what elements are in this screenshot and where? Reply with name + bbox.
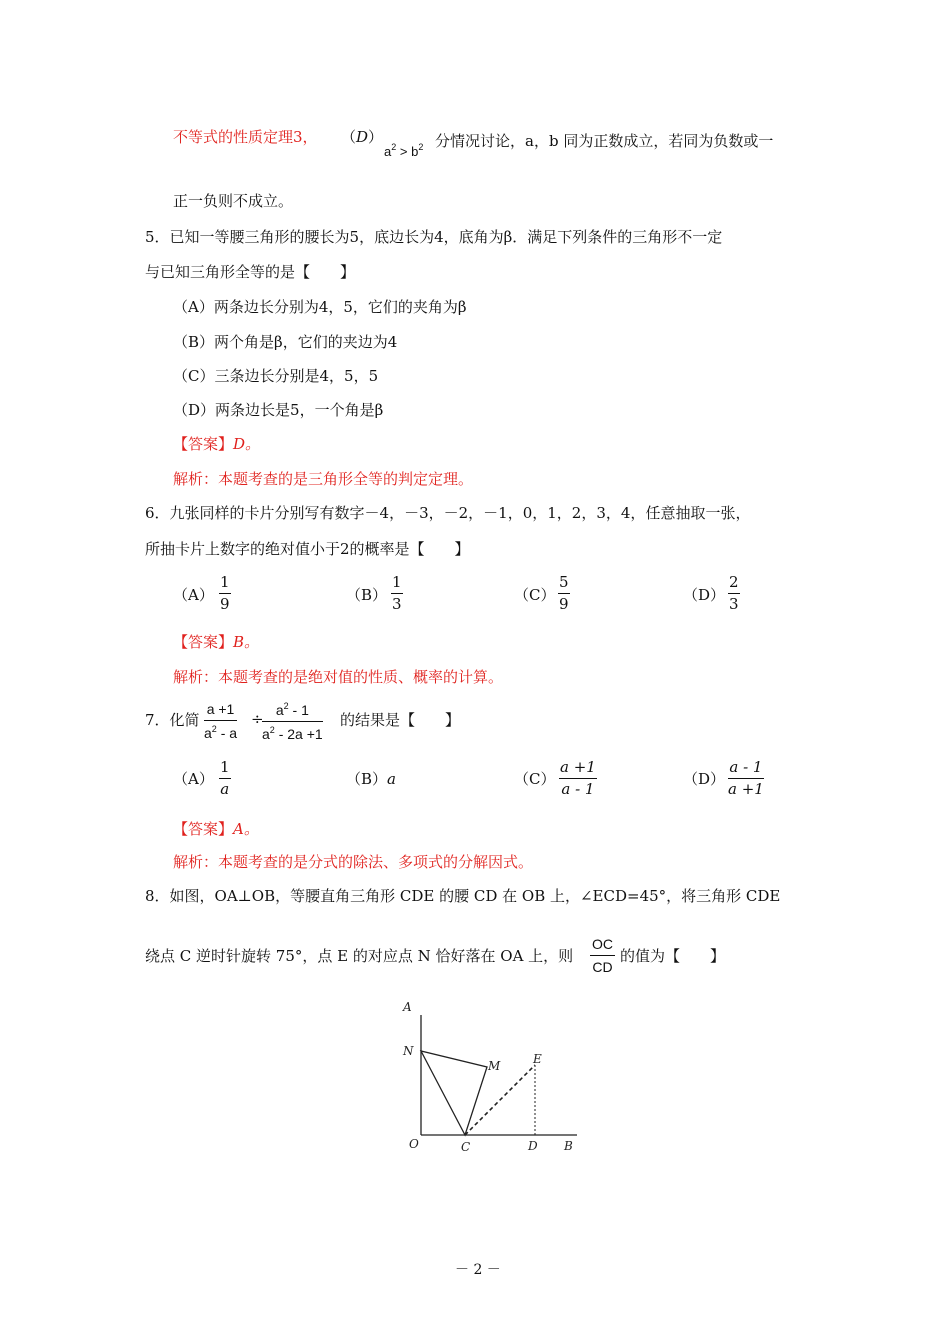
q4-line1-rest: 分情况讨论，a，b 同为正数成立，若同为负数或一 <box>435 132 774 150</box>
label-e: E <box>533 1052 542 1066</box>
q7-stem-suffix: 的结果是【 】 <box>340 711 461 729</box>
label-c: C <box>461 1140 471 1154</box>
answer-label: 【答案】 <box>173 820 234 838</box>
frac-num: OC <box>590 937 615 956</box>
frac-den: $a^2 - 2a +1$ <box>262 725 323 742</box>
frac-den: a <box>220 780 230 798</box>
frac-num: 5 <box>558 575 570 594</box>
q7-option-c-label: （C） <box>514 770 556 788</box>
q7-analysis: 解析：本题考查的是分式的除法、多项式的分解因式。 <box>173 853 534 871</box>
ineq-gt: > <box>399 144 408 159</box>
option-label: （B） <box>346 770 388 788</box>
q6-option-d-fraction <box>728 575 740 612</box>
frac-den: 9 <box>559 595 569 613</box>
ineq-a: a <box>384 144 392 159</box>
q7-fraction-2 <box>262 702 323 741</box>
frac-num: 2 <box>728 575 740 594</box>
q8-stem-line1: 8．如图，OA⊥OB，等腰直角三角形 CDE 的腰 CD 在 OB 上，∠ECD=45°，将三角形 CDE <box>145 887 781 905</box>
q7-option-d-fraction <box>728 760 764 797</box>
option-text: a <box>387 770 396 788</box>
q6-stem-line2: 所抽卡片上数字的绝对值小于2的概率是【 】 <box>145 540 470 558</box>
q7-option-d-label: （D） <box>683 770 726 788</box>
label-o: O <box>409 1137 419 1151</box>
q6-option-a-fraction <box>219 575 231 612</box>
frac-den: $a^2$ - a <box>204 724 238 741</box>
q6-option-c-label: （C） <box>514 586 556 604</box>
q5-answer <box>173 433 260 454</box>
frac-num: $a^2 - 1$ <box>262 702 323 722</box>
q6-option-a-label: （A） <box>173 586 214 604</box>
answer-value: B。 <box>233 633 260 651</box>
q4-inequality <box>384 142 423 159</box>
q7-option-a-label: （A） <box>173 770 214 788</box>
segment-ce-dashed <box>465 1065 535 1135</box>
frac-num: a +1 <box>204 702 237 721</box>
q8-stem-line2-suffix: 的值为【 】 <box>620 947 726 965</box>
geometry-figure <box>395 995 595 1160</box>
label-m: M <box>488 1059 501 1073</box>
page-number: － 2 － <box>455 1262 501 1278</box>
q6-stem-line1: 6．九张同样的卡片分别写有数字－4，－3，－2，－1，0，1，2，3，4，任意抽取一张， <box>145 504 751 522</box>
q4-line2: 正一负则不成立。 <box>173 192 294 210</box>
q7-option-a-fraction <box>219 760 231 797</box>
frac-num: 1 <box>219 575 231 594</box>
q7-option-c-fraction <box>559 760 597 797</box>
label-a: A <box>403 1000 412 1014</box>
q7-fraction-1 <box>204 702 237 740</box>
answer-label: 【答案】 <box>173 435 234 453</box>
q5-option-d: （D）两条边长是5，一个角是β <box>173 401 384 419</box>
sup-2: 2 <box>391 142 397 152</box>
q5-option-b: （B）两个角是β，它们的夹边为4 <box>173 333 398 351</box>
q8-fraction <box>590 937 615 974</box>
q7-option-b <box>346 768 396 789</box>
q7-answer <box>173 818 259 839</box>
frac-num: 1 <box>219 760 231 779</box>
q6-option-d-label: （D） <box>683 586 726 604</box>
q5-stem-line2: 与已知三角形全等的是【 】 <box>145 263 356 281</box>
frac-den: CD <box>592 959 613 975</box>
frac-den: 3 <box>729 595 739 613</box>
paren-open: （ <box>341 128 357 146</box>
frac-num: 1 <box>391 575 403 594</box>
q5-option-c: （C）三条边长分别是4，5，5 <box>173 367 379 385</box>
answer-value: A。 <box>233 820 259 838</box>
sup-2b: 2 <box>418 142 424 152</box>
frac-den: a - 1 <box>561 780 595 798</box>
label-b: B <box>564 1139 573 1153</box>
q6-analysis: 解析：本题考查的是绝对值的性质、概率的计算。 <box>173 668 504 686</box>
frac-num: a +1 <box>559 760 597 779</box>
q8-stem-line2-prefix: 绕点 C 逆时针旋转 75°，点 E 的对应点 N 恰好落在 OA 上，则 <box>145 947 574 965</box>
q4-choice-d <box>341 126 383 147</box>
q6-option-b-label: （B） <box>346 586 388 604</box>
ineq-b: b <box>411 144 419 159</box>
q5-option-a: （A）两条边长分别为4，5，它们的夹角为β <box>173 298 467 316</box>
q4-line1-red: 不等式的性质定理3， <box>173 128 318 146</box>
answer-label: 【答案】 <box>173 633 234 651</box>
label-n: N <box>403 1044 414 1058</box>
q6-answer <box>173 631 259 652</box>
q5-analysis: 解析：本题考查的是三角形全等的判定定理。 <box>173 470 474 488</box>
d-letter: D <box>356 128 369 146</box>
paren-close: ） <box>368 128 384 146</box>
q5-stem-line1: 5．已知一等腰三角形的腰长为5，底边长为4，底角为β．满足下列条件的三角形不一定 <box>145 228 723 246</box>
q6-option-b-fraction <box>391 575 403 612</box>
label-d: D <box>528 1139 538 1153</box>
answer-value: D。 <box>233 435 261 453</box>
q7-stem-prefix: 7．化简 <box>145 711 200 729</box>
q6-option-c-fraction <box>558 575 570 612</box>
frac-den: 9 <box>220 595 230 613</box>
frac-den: a +1 <box>728 780 764 798</box>
frac-den: 3 <box>392 595 402 613</box>
q7-divide-sign: ÷ <box>251 710 264 728</box>
frac-num: a - 1 <box>728 760 764 779</box>
